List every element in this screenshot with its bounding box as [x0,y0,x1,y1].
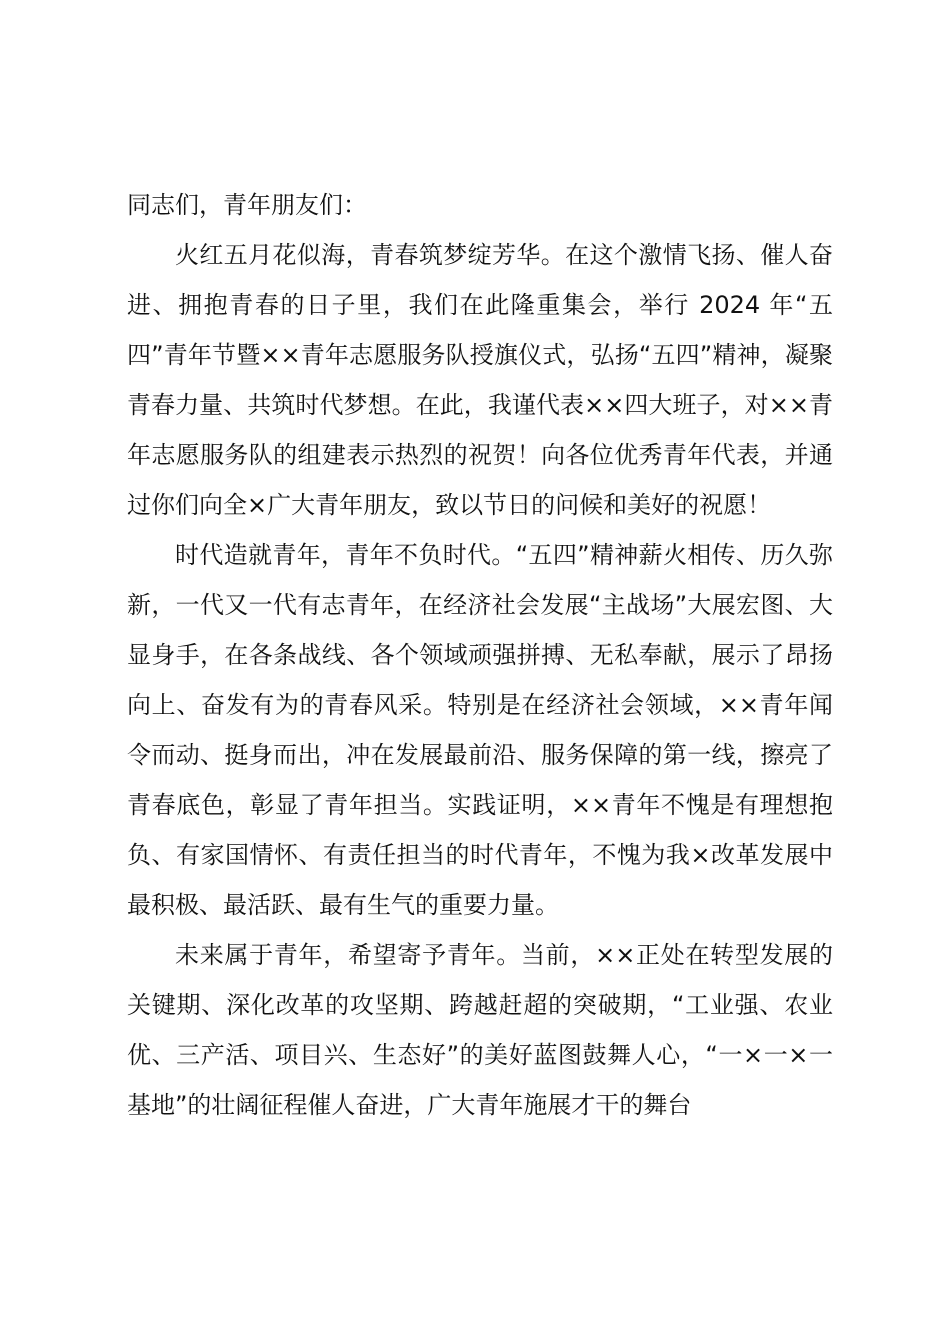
paragraph-future-youth: 未来属于青年，希望寄予青年。当前，××正处在转型发展的关键期、深化改革的攻坚期、跨越赶超的突破期，“工业强、农业优、三产活、项目兴、生态好”的美好蓝图鼓舞人心，“一×一×一基地”的壮阔征程催人奋进，广大青年施展才干的舞台 [127,941,833,1119]
paragraph-era-youth: 时代造就青年，青年不负时代。“五四”精神薪火相传、历久弥新，一代又一代有志青年，在经济社会发展“主战场”大展宏图、大显身手，在各条战线、各个领域顽强拼搏、无私奉献，展示了昂扬向上、奋发有为的青春风采。特别是在经济社会领域，××青年闻令而动、挺身而出，冲在发展最前沿、服务保障的第一线，擦亮了青春底色，彰显了青年担当。实践证明，××青年不愧是有理想抱负、有家国情怀、有责任担当的时代青年，不愧为我×改革发展中最积极、最活跃、最有生气的重要力量。 [127,541,833,919]
speech-body [127,180,833,1130]
paragraph-opening: 火红五月花似海，青春筑梦绽芳华。在这个激情飞扬、催人奋进、拥抱青春的日子里，我们在此隆重集会，举行 2024 年“五四”青年节暨××青年志愿服务队授旗仪式，弘扬“五四”精神，凝聚青春力量、共筑时代梦想。在此，我谨代表××四大班子，对××青年志愿服务队的组建表示热烈的祝贺！向各位优秀青年代表，并通过你们向全×广大青年朋友，致以节日的问候和美好的祝愿！ [127,241,833,519]
salutation: 同志们，青年朋友们： [127,191,367,219]
